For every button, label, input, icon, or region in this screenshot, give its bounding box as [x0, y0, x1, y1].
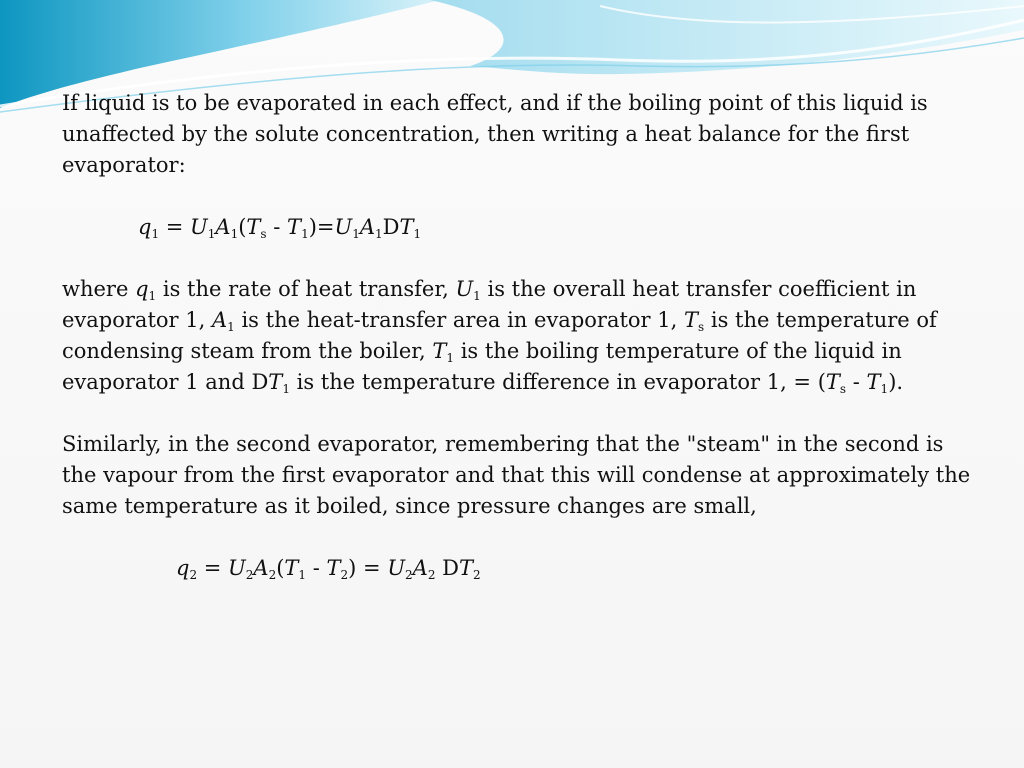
slide-body — [62, 88, 982, 584]
intro-paragraph: If liquid is to be evaporated in each effect, and if the boiling point of this liquid is unaffected by the solute concentration, then writing a heat balance for the first evaporator: — [62, 91, 928, 177]
where-paragraph: where $q_1$ is the rate of heat transfer, $U_1$ is the overall heat transfer coefficient in evaporator 1, $A_1$ is the heat-transfer area in evaporator 1, $T_s$ is the temperature of condensing steam from the boiler, $T_1$ is the boiling temperature of the liquid in evaporator 1 and $DT_1$ is the temperature difference in evaporator 1, = $(T_s - T_1)$. — [62, 277, 937, 396]
equation-first-evaporator: $q_1 = U_1A_1(T_s - T_1)=U_1A_1DT_1$ — [138, 215, 422, 241]
second-evaporator-paragraph: Similarly, in the second evaporator, remembering that the "steam" in the second is the vapour from the first evaporator and that this will condense at approximately the same temperature as it boiled, since pressure changes are small, — [62, 432, 971, 518]
equation-second-evaporator: $q_2 = U_2A_2(T_1 - T_2) = U_2A_2$ $DT_2$ — [176, 556, 481, 582]
